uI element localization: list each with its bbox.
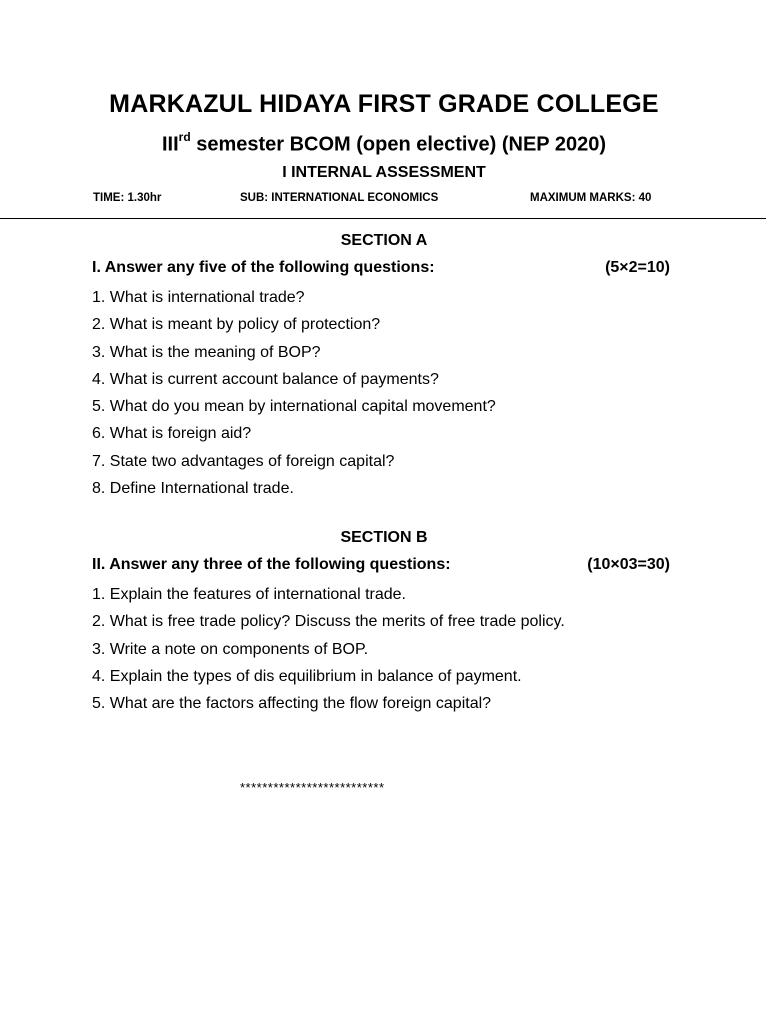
question-item: 2. What is free trade policy? Discuss the merits of free trade policy. — [92, 613, 565, 631]
question-item: 1. What is international trade? — [92, 289, 305, 306]
section-b-instruction-row — [92, 556, 672, 578]
question-item: 3. Write a note on components of BOP. — [92, 640, 369, 658]
question-item: 8. Define International trade. — [92, 480, 294, 498]
section-b-marks: (10×03=30) — [587, 556, 670, 573]
section-a-heading: SECTION A — [340, 232, 428, 249]
exam-time: TIME: 1.30hr — [93, 192, 162, 204]
question-item: 7. State two advantages of foreign capital? — [92, 452, 395, 470]
question-item: 5. What do you mean by international capital movement? — [92, 398, 496, 416]
section-b-question-list — [92, 584, 732, 720]
section-b-instruction: II. Answer any three of the following questions: — [92, 556, 451, 573]
semester-description: semester BCOM (open elective) (NEP 2020) — [190, 133, 606, 156]
college-name: MARKAZUL HIDAYA FIRST GRADE COLLEGE — [109, 90, 659, 118]
section-a-instruction-row — [92, 259, 672, 281]
question-item: 5. What are the factors affecting the flow foreign capital? — [92, 695, 492, 713]
question-item: 6. What is foreign aid? — [92, 425, 252, 443]
semester-line — [0, 132, 768, 157]
section-a-instruction: I. Answer any five of the following questions: — [92, 259, 435, 276]
semester-numeral: III — [161, 133, 179, 156]
exam-meta-row — [0, 192, 768, 208]
semester-suffix: rd — [178, 130, 191, 144]
header-divider — [0, 218, 766, 219]
question-item: 4. Explain the types of dis equilibrium in balance of payment. — [92, 667, 522, 685]
section-b-heading: SECTION B — [340, 529, 428, 546]
section-a-question-list — [92, 287, 732, 505]
section-a-marks: (5×2=10) — [605, 259, 670, 276]
question-item: 3. What is the meaning of BOP? — [92, 343, 321, 361]
question-item: 2. What is meant by policy of protection? — [92, 316, 381, 334]
question-item: 1. Explain the features of international trade. — [92, 586, 406, 603]
question-item: 4. What is current account balance of payments? — [92, 370, 439, 388]
exam-subject: SUB: INTERNATIONAL ECONOMICS — [240, 192, 439, 204]
assessment-title: I INTERNAL ASSESSMENT — [282, 164, 486, 181]
end-of-paper-stars: ************************** — [240, 780, 385, 795]
exam-max-marks: MAXIMUM MARKS: 40 — [530, 192, 652, 204]
